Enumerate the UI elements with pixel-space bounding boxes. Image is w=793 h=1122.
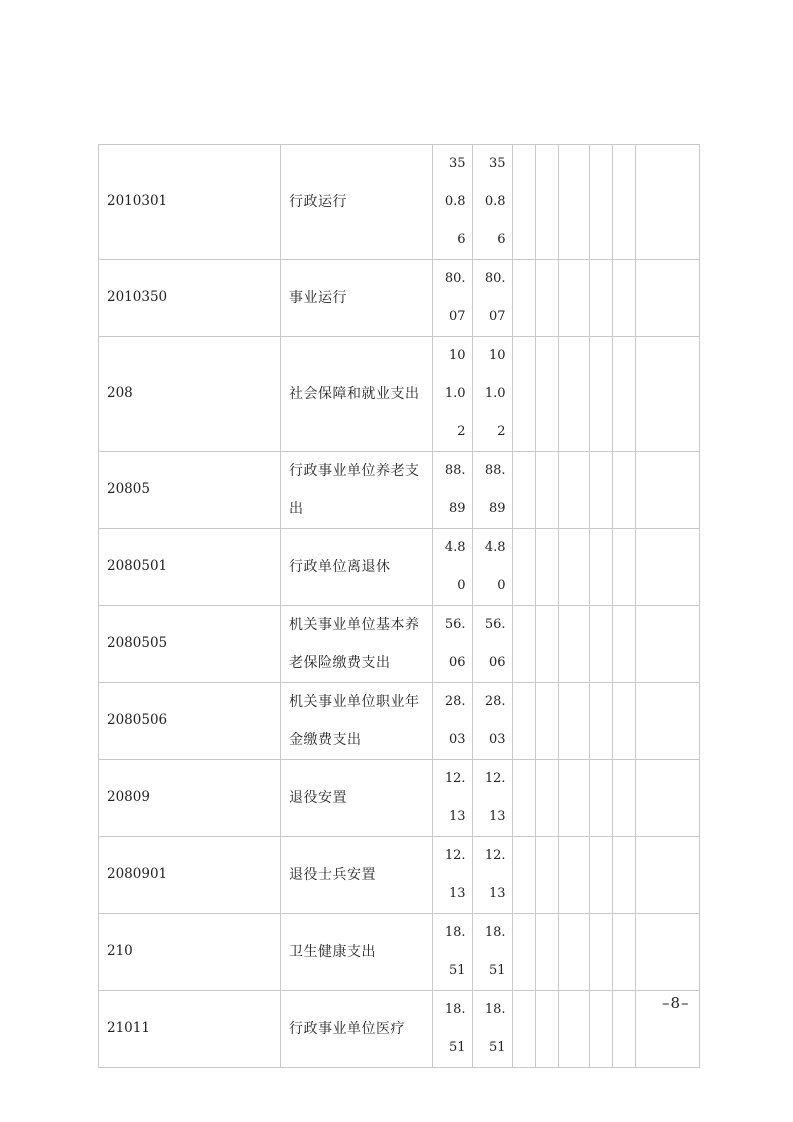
empty-cell	[559, 914, 590, 991]
empty-cell	[559, 529, 590, 606]
basic-amount: 80.07	[484, 271, 506, 324]
empty-cell	[513, 991, 536, 1068]
total-amount-cell	[433, 529, 473, 606]
table-row	[99, 837, 700, 914]
basic-amount-cell	[473, 260, 513, 337]
total-amount: 18.51	[444, 925, 466, 978]
empty-cell	[636, 260, 700, 337]
subject-name: 行政运行	[289, 194, 347, 210]
table-row	[99, 991, 700, 1068]
subject-code-cell: 208	[99, 337, 281, 452]
subject-name: 退役安置	[289, 790, 347, 806]
total-amount: 80.07	[444, 271, 466, 324]
basic-amount-cell	[473, 145, 513, 260]
empty-cell	[559, 683, 590, 760]
page-number: –8–	[662, 994, 690, 1012]
empty-cell	[559, 606, 590, 683]
empty-cell	[513, 145, 536, 260]
basic-amount-cell	[473, 452, 513, 529]
table-row	[99, 145, 700, 260]
empty-cell	[513, 837, 536, 914]
subject-name: 行政单位离退休	[289, 559, 391, 575]
total-amount-cell	[433, 991, 473, 1068]
total-amount-cell	[433, 837, 473, 914]
subject-name-cell	[281, 914, 433, 991]
empty-cell	[590, 337, 613, 452]
empty-cell	[636, 529, 700, 606]
table-row	[99, 529, 700, 606]
subject-name-cell	[281, 837, 433, 914]
total-amount-cell	[433, 337, 473, 452]
empty-cell	[613, 337, 636, 452]
empty-cell	[559, 837, 590, 914]
subject-name: 行政事业单位养老支出	[289, 463, 420, 517]
total-amount-cell	[433, 760, 473, 837]
total-amount: 18.51	[444, 1002, 466, 1055]
empty-cell	[559, 145, 590, 260]
empty-cell	[536, 991, 559, 1068]
empty-cell	[536, 145, 559, 260]
empty-cell	[613, 529, 636, 606]
empty-cell	[613, 991, 636, 1068]
empty-cell	[613, 837, 636, 914]
basic-amount: 12.13	[484, 771, 506, 824]
empty-cell	[613, 260, 636, 337]
empty-cell	[636, 145, 700, 260]
table-row	[99, 606, 700, 683]
basic-amount: 101.02	[484, 348, 506, 439]
subject-name-cell	[281, 145, 433, 260]
empty-cell	[613, 606, 636, 683]
total-amount-cell	[433, 452, 473, 529]
basic-amount: 4.80	[484, 540, 506, 593]
basic-amount: 350.86	[484, 156, 506, 247]
subject-name-cell	[281, 260, 433, 337]
subject-code-cell: 20809	[99, 760, 281, 837]
subject-name-cell	[281, 452, 433, 529]
basic-amount: 18.51	[484, 925, 506, 978]
subject-code-cell: 2080506	[99, 683, 281, 760]
subject-code-cell: 2010350	[99, 260, 281, 337]
empty-cell	[559, 337, 590, 452]
empty-cell	[536, 452, 559, 529]
basic-amount: 12.13	[484, 848, 506, 901]
table-row	[99, 337, 700, 452]
total-amount-cell	[433, 145, 473, 260]
basic-amount: 56.06	[484, 617, 506, 670]
table-row	[99, 760, 700, 837]
basic-amount: 88.89	[484, 463, 506, 516]
total-amount: 4.80	[444, 540, 466, 593]
basic-amount-cell	[473, 837, 513, 914]
empty-cell	[536, 606, 559, 683]
total-amount: 88.89	[444, 463, 466, 516]
basic-amount-cell	[473, 760, 513, 837]
total-amount: 12.13	[444, 771, 466, 824]
subject-code-cell: 2010301	[99, 145, 281, 260]
empty-cell	[559, 260, 590, 337]
table-row	[99, 260, 700, 337]
expenditure-table	[98, 144, 700, 1068]
empty-cell	[590, 452, 613, 529]
subject-name-cell	[281, 529, 433, 606]
empty-cell	[513, 683, 536, 760]
total-amount: 12.13	[444, 848, 466, 901]
total-amount-cell	[433, 683, 473, 760]
basic-amount-cell	[473, 991, 513, 1068]
empty-cell	[536, 837, 559, 914]
empty-cell	[590, 145, 613, 260]
empty-cell	[536, 529, 559, 606]
subject-name-cell	[281, 991, 433, 1068]
subject-name: 机关事业单位基本养老保险缴费支出	[289, 617, 420, 671]
basic-amount-cell	[473, 914, 513, 991]
empty-cell	[636, 837, 700, 914]
empty-cell	[590, 606, 613, 683]
subject-name: 行政事业单位医疗	[289, 1021, 405, 1037]
empty-cell	[613, 145, 636, 260]
subject-code-cell: 20805	[99, 452, 281, 529]
empty-cell	[636, 683, 700, 760]
subject-name: 机关事业单位职业年金缴费支出	[289, 694, 420, 748]
subject-name-cell	[281, 683, 433, 760]
total-amount-cell	[433, 606, 473, 683]
basic-amount-cell	[473, 529, 513, 606]
subject-code-cell: 2080901	[99, 837, 281, 914]
subject-code-cell: 2080501	[99, 529, 281, 606]
basic-amount-cell	[473, 606, 513, 683]
basic-amount-cell	[473, 337, 513, 452]
empty-cell	[513, 914, 536, 991]
empty-cell	[559, 991, 590, 1068]
subject-name-cell	[281, 760, 433, 837]
subject-code-cell: 21011	[99, 991, 281, 1068]
table-row	[99, 914, 700, 991]
total-amount: 101.02	[444, 348, 466, 439]
total-amount-cell	[433, 914, 473, 991]
subject-name: 退役士兵安置	[289, 867, 376, 883]
empty-cell	[590, 914, 613, 991]
subject-code-cell: 2080505	[99, 606, 281, 683]
empty-cell	[590, 760, 613, 837]
empty-cell	[536, 337, 559, 452]
table-body	[99, 145, 700, 1068]
empty-cell	[513, 260, 536, 337]
empty-cell	[536, 260, 559, 337]
total-amount: 56.06	[444, 617, 466, 670]
empty-cell	[636, 337, 700, 452]
empty-cell	[513, 760, 536, 837]
empty-cell	[590, 683, 613, 760]
table-row	[99, 683, 700, 760]
empty-cell	[590, 260, 613, 337]
total-amount: 28.03	[444, 694, 466, 747]
subject-name-cell	[281, 606, 433, 683]
empty-cell	[613, 760, 636, 837]
empty-cell	[636, 914, 700, 991]
empty-cell	[590, 991, 613, 1068]
subject-name: 事业运行	[289, 290, 347, 306]
empty-cell	[513, 452, 536, 529]
basic-amount-cell	[473, 683, 513, 760]
empty-cell	[559, 760, 590, 837]
empty-cell	[559, 452, 590, 529]
empty-cell	[536, 760, 559, 837]
total-amount: 350.86	[444, 156, 466, 247]
empty-cell	[636, 760, 700, 837]
empty-cell	[636, 452, 700, 529]
empty-cell	[613, 452, 636, 529]
table-row	[99, 452, 700, 529]
empty-cell	[536, 683, 559, 760]
basic-amount: 18.51	[484, 1002, 506, 1055]
subject-name: 社会保障和就业支出	[289, 386, 420, 402]
empty-cell	[613, 683, 636, 760]
empty-cell	[513, 606, 536, 683]
empty-cell	[590, 529, 613, 606]
basic-amount: 28.03	[484, 694, 506, 747]
total-amount-cell	[433, 260, 473, 337]
empty-cell	[590, 837, 613, 914]
subject-name-cell	[281, 337, 433, 452]
empty-cell	[636, 606, 700, 683]
empty-cell	[536, 914, 559, 991]
subject-name: 卫生健康支出	[289, 944, 376, 960]
empty-cell	[513, 529, 536, 606]
subject-code-cell: 210	[99, 914, 281, 991]
empty-cell	[613, 914, 636, 991]
empty-cell	[513, 337, 536, 452]
